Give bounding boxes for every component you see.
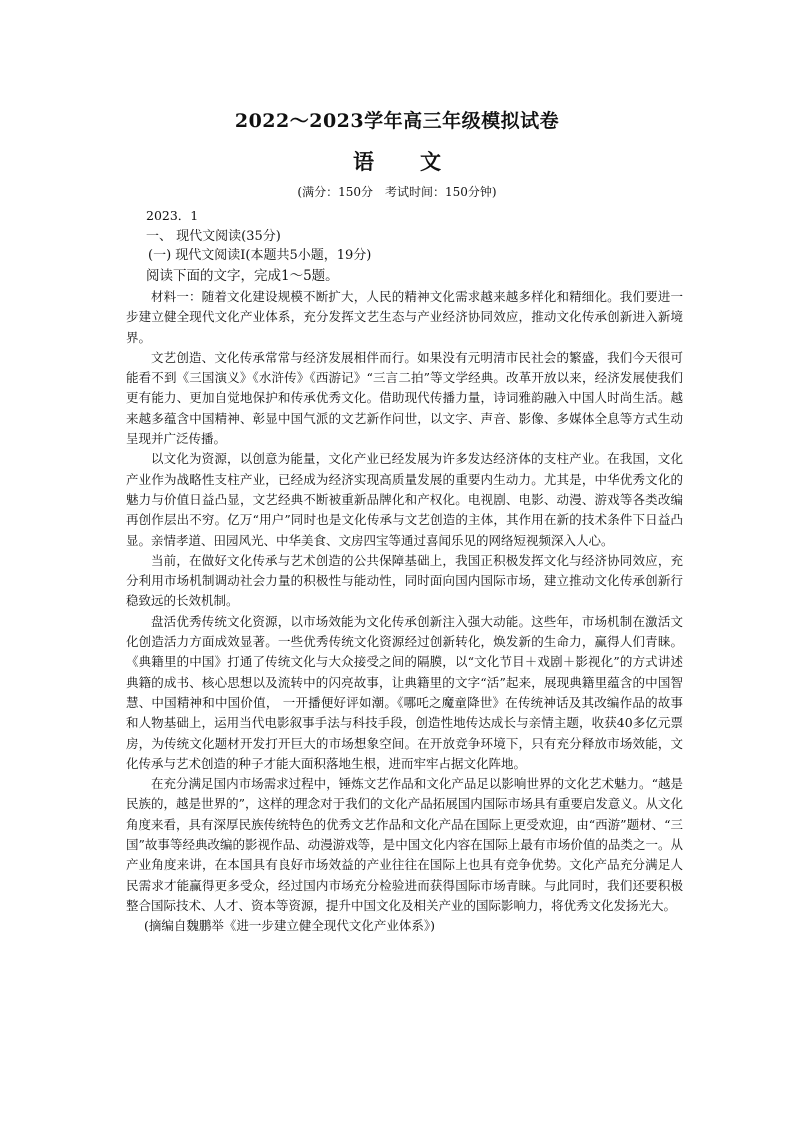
passage-source: (摘编自魏鹏举《进一步建立健全现代文化产业体系》) bbox=[144, 918, 436, 934]
section-subheading: (一) 现代文阅读Ⅰ(本题共5小题，19分) bbox=[148, 248, 372, 263]
section-heading: 一、 现代文阅读(35分) bbox=[146, 229, 281, 244]
passage-paragraph: 当前，在做好文化传承与艺术创造的公共保障基础上，我国正积极发挥文化与经济协同效应，充分利用市场机制调动社会力量的积极性与能动性，同时面向国内国际市场，建立推动文化传承创新行稳致远的长效机制。 bbox=[126, 552, 683, 609]
reading-instruction: 阅读下面的文字，完成1～5题。 bbox=[146, 268, 339, 284]
passage-paragraph: 文艺创造、文化传承常常与经济发展相伴而行。如果没有元明清市民社会的繁盛，我们今天很可能看不到《三国演义》《水浒传》《西游记》“三言二拍”等文学经典。改革开放以来，经济发展使我们更有能力、更加自觉地保护和传承优秀文化。借助现代传播力量，诗词雅韵融入中国人时尚生活。越来越多蕴含中国精神、彰显中国气派的文艺新作问世，以文字、声音、影像、多媒体全息等方式生动呈现并广泛传播。 bbox=[126, 349, 683, 447]
reading-passage bbox=[126, 287, 683, 937]
exam-title: 2022～2023学年高三年级模拟试卷 bbox=[234, 110, 560, 132]
passage-paragraph: 材料一：随着文化建设规模不断扩大，人民的精神文化需求越来越多样化和精细化。我们要进一步建立健全现代文化产业体系，充分发挥文艺生态与产业经济协同效应，推动文化传承创新进入新境界。 bbox=[126, 289, 683, 345]
exam-date: 2023．1 bbox=[146, 208, 199, 223]
passage-paragraph: 以文化为资源，以创意为能量，文化产业已经发展为许多发达经济体的支柱产业。在我国，文化产业作为战略性支柱产业，已经成为经济实现高质量发展的重要内生动力。尤其是，中华优秀文化的魅力与价值日益凸显，文艺经典不断被重新品牌化和产权化。电视剧、电影、动漫、游戏等各类改编再创作层出不穷。亿万“用户”同时也是文化传承与文艺创造的主体，其作用在新的技术条件下日益凸显。亲情孝道、田园风光、中华美食、文房四宝等通过喜闻乐见的网络短视频深入人心。 bbox=[126, 451, 683, 548]
exam-info: (满分：150分 考试时间：150分钟) bbox=[297, 185, 497, 199]
subject-title: 语文 bbox=[353, 149, 487, 174]
passage-paragraph: 盘活优秀传统文化资源，以市场效能为文化传承创新注入强大动能。这些年，市场机制在激活文化创造活力方面成效显著。一些优秀传统文化资源经过创新转化，焕发新的生命力，赢得人们青睐。《典籍里的中国》打通了传统文化与大众接受之间的隔膜，以“文化节目＋戏剧＋影视化”的方式讲述典籍的成书、核心思想以及流转中的闪亮故事，让典籍里的文字“活”起来，展现典籍里蕴含的中国智慧、中国精神和中国价值， 一开播便好评如潮。《哪吒之魔童降世》在传统神话及其改编作品的故事和人物基础上，运用当代电影叙事手法与科技手段，创造性地传达成长与亲情主题，收获40多亿元票房，为传统文化题材开发打开巨大的市场想象空间。在开放竞争环境下，只有充分释放市场效能，文化传承与艺术创造的种子才能大面积落地生根，进而牢牢占据文化阵地。 bbox=[126, 613, 683, 771]
passage-paragraph: 在充分满足国内市场需求过程中，锤炼文艺作品和文化产品足以影响世界的文化艺术魅力。“越是民族的，越是世界的”，这样的理念对于我们的文化产品拓展国内国际市场具有重要启发意义。从文化角度来看，具有深厚民族传统特色的优秀文艺作品和文化产品在国际上更受欢迎，由“西游”题材、“三国”故事等经典改编的影视作品、动漫游戏等，是中国文化内容在国际上最有市场价值的品类之一。从产业角度来讲，在本国具有良好市场效益的产业往往在国际上也具有竞争优势。文化产品充分满足人民需求才能赢得更多受众，经过国内市场充分检验进而获得国际市场青睐。与此同时，我们还要积极整合国际技术、人才、资本等资源，提升中国文化及相关产业的国际影响力，将优秀文化发扬光大。 bbox=[126, 776, 683, 913]
